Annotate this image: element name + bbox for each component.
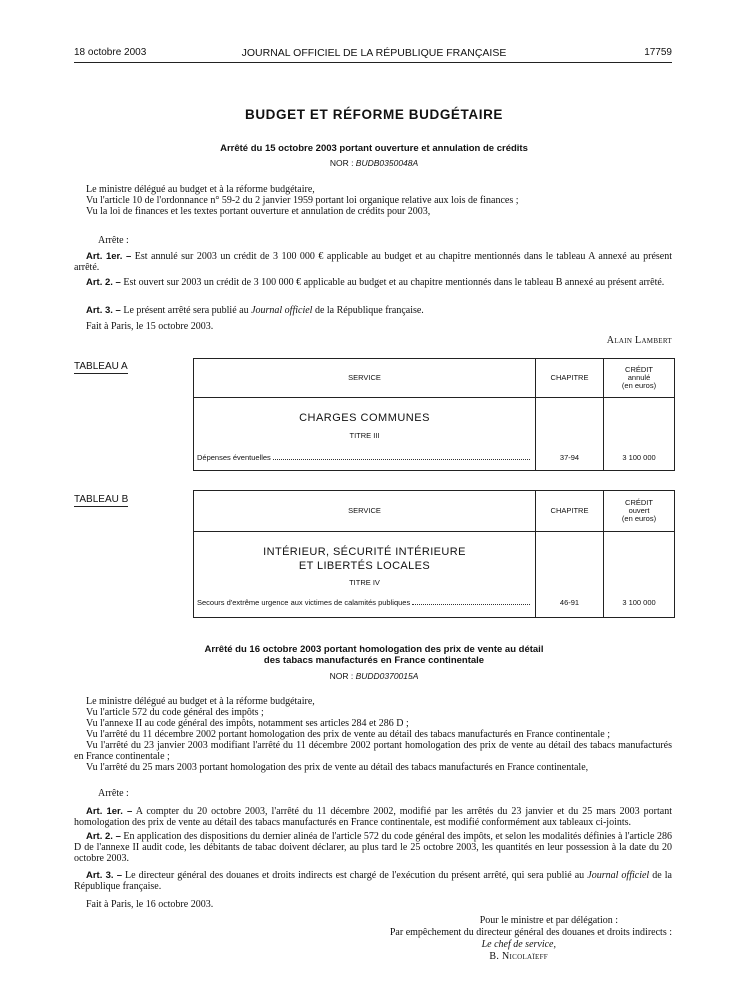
col-service: SERVICE <box>194 491 536 531</box>
table-body-row <box>194 532 674 617</box>
preamble-line: Vu l'annexe II au code général des impôts, notamment ses articles 284 et 286 D ; <box>86 718 409 729</box>
preamble-line: Le ministre délégué au budget et à la réforme budgétaire, <box>86 184 315 195</box>
table-heading: ET LIBERTÉS LOCALES <box>298 560 431 572</box>
col-chapitre: CHAPITRE <box>536 359 604 397</box>
article-label: Art. 3. – <box>86 870 122 881</box>
arrete2-signature: B. Nicolaïeff <box>489 951 548 962</box>
tableau-b <box>193 490 675 618</box>
table-amount: 3 100 000 <box>622 598 656 607</box>
article-label: Art. 2. – <box>86 277 121 288</box>
arrete2-title-2: des tabacs manufacturés en France continentale <box>263 655 485 666</box>
arrete1-arrete: Arrête : <box>98 235 129 246</box>
article-text: En application des dispositions du dernier alinéa de l'article 572 du code général des impôts, et selon les modalités définies à l'article 286 D de l'annexe II audit code, les débitants de tabac doivent déclarer, au plus tard le 25 octobre 2003, les quantités en leur possession à la date du 20 octobre 2003. <box>74 831 672 864</box>
tableau-b-label: TABLEAU B <box>74 494 129 505</box>
signature-line: Pour le ministre et par délégation : <box>479 915 618 926</box>
article-text: A compter du 20 octobre 2003, l'arrêté du 11 décembre 2002, modifié par les arrêtés du 23 janvier et du 25 mars 2003 portant homologation des prix de vente au détail des tabacs manufacturés en France continentale, est modifié conformément aux tableaux ci-joints. <box>74 806 672 828</box>
page-date: 18 octobre 2003 <box>74 47 147 58</box>
article-text: Est ouvert sur 2003 un crédit de 3 100 000 € applicable au budget et au chapitre mentionnés dans le tableau B annexé au présent arrêté. <box>120 277 665 288</box>
article-label: Art. 2. – <box>86 831 121 842</box>
table-row-label: Secours d'extrême urgence aux victimes de calamités publiques <box>197 598 531 607</box>
col-credit: CRÉDIT annulé (en euros) <box>621 365 657 390</box>
article-label: Art. 1er. – <box>86 806 133 817</box>
article-label: Art. 1er. – <box>86 251 132 262</box>
preamble-line: Vu l'article 10 de l'ordonnance n° 59-2 du 2 janvier 1959 portant loi organique relative aux lois de finances ; <box>86 195 519 206</box>
section-title: BUDGET ET RÉFORME BUDGÉTAIRE <box>244 107 504 122</box>
col-service: SERVICE <box>194 359 536 397</box>
arrete1-art2 <box>74 277 672 288</box>
arrete1-nor: NOR : BUDB0350048A <box>329 158 419 168</box>
arrete1-preamble <box>74 184 672 217</box>
arrete1-art1 <box>74 251 672 273</box>
table-header-row <box>194 491 674 532</box>
table-titre: TITRE III <box>349 431 380 440</box>
signature-line: Le chef de service, <box>481 939 556 950</box>
tableau-a <box>193 358 675 471</box>
arrete2-art3: Art. 3. – Le directeur général des douanes et droits indirects est chargé de l'exécution du présent arrêté, qui sera publié au Journal officiel de la République française. <box>74 870 672 892</box>
table-chapitre: 37-94 <box>559 453 580 462</box>
article-label: Art. 3. – <box>86 305 121 316</box>
preamble-line: Vu l'arrêté du 11 décembre 2002 portant homologation des prix de vente au détail des tabacs manufacturés en France continentale ; <box>86 729 610 740</box>
article-text: Est annulé sur 2003 un crédit de 3 100 000 € applicable au budget et au chapitre mentionnés dans le tableau A annexé au présent arrêté. <box>74 251 672 273</box>
preamble-line: Vu l'article 572 du code général des impôts ; <box>86 707 264 718</box>
preamble-line: Vu l'arrêté du 23 janvier 2003 modifiant l'arrêté du 11 décembre 2002 portant homologation des prix de vente au détail des tabacs manufacturés en France continentale ; <box>74 740 672 762</box>
nor-code: BUDB0350048A <box>355 158 419 168</box>
signature-line: Par empêchement du directeur général des douanes et droits indirects : <box>389 927 672 938</box>
col-credit: CRÉDIT ouvert (en euros) <box>621 498 657 523</box>
table-chapitre: 46-91 <box>559 598 580 607</box>
nor-code: BUDD0370015A <box>355 671 419 681</box>
preamble-line: Le ministre délégué au budget et à la réforme budgétaire, <box>86 696 315 707</box>
arrete2-art2 <box>74 831 672 864</box>
page-number: 17759 <box>644 47 672 58</box>
header-rule <box>74 62 672 63</box>
table-heading: CHARGES COMMUNES <box>299 412 430 424</box>
table-amount: 3 100 000 <box>622 453 656 462</box>
arrete2-title: Arrêté du 16 octobre 2003 portant homologation des prix de vente au détail <box>204 644 544 655</box>
journal-title: JOURNAL OFFICIEL DE LA RÉPUBLIQUE FRANÇAISE <box>241 47 507 59</box>
col-chapitre: CHAPITRE <box>536 491 604 531</box>
arrete2-nor: NOR : BUDD0370015A <box>329 671 419 681</box>
tableau-a-label: TABLEAU A <box>74 361 128 372</box>
table-row-label: Dépenses éventuelles <box>197 453 531 462</box>
table-header-row <box>194 359 674 398</box>
arrete1-art3: Art. 3. – Le présent arrêté sera publié au Journal officiel de la République française. <box>86 305 424 316</box>
arrete1-done: Fait à Paris, le 15 octobre 2003. <box>86 321 214 332</box>
preamble-line: Vu l'arrêté du 25 mars 2003 portant homologation des prix de vente au détail des tabacs manufacturés en France continentale, <box>86 762 589 773</box>
table-titre: TITRE IV <box>349 578 380 587</box>
arrete2-done: Fait à Paris, le 16 octobre 2003. <box>86 899 214 910</box>
preamble-line: Vu la loi de finances et les textes portant ouverture et annulation de crédits pour 2003, <box>86 206 431 217</box>
arrete1-title: Arrêté du 15 octobre 2003 portant ouverture et annulation de crédits <box>220 143 528 154</box>
arrete2-art1 <box>74 806 672 828</box>
arrete2-preamble <box>74 696 672 773</box>
table-body-row <box>194 398 674 470</box>
journal-officiel-italic: Journal officiel <box>587 870 650 881</box>
arrete2-arrete: Arrête : <box>98 788 129 799</box>
journal-officiel-italic: Journal officiel <box>251 305 313 316</box>
table-heading: INTÉRIEUR, SÉCURITÉ INTÉRIEURE <box>263 546 466 558</box>
arrete1-signature: Alain Lambert <box>606 335 672 346</box>
